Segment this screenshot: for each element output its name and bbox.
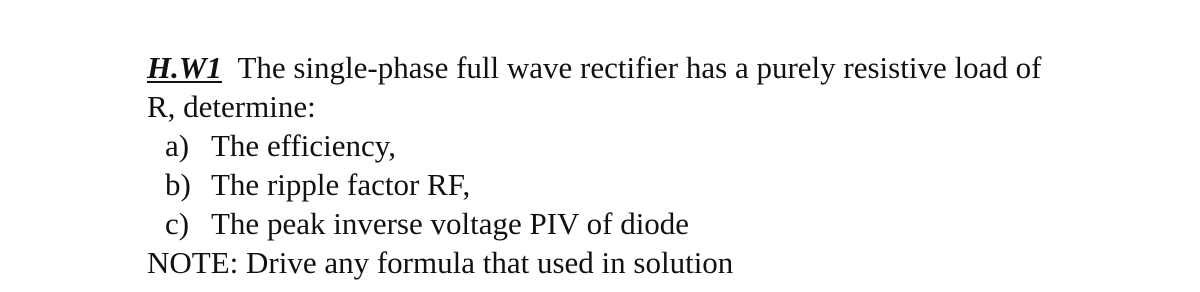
list-item <box>147 204 1177 243</box>
list-item-text: The efficiency, <box>211 128 397 163</box>
problem-label: H.W1 <box>147 50 222 85</box>
list-item-text: The peak inverse voltage PIV of diode <box>211 206 690 241</box>
problem-statement-line2: R, determine: <box>147 89 316 124</box>
list-item-text: The ripple factor RF, <box>211 167 471 202</box>
note-text: NOTE: Drive any formula that used in solution <box>147 245 734 280</box>
problem-statement-line1: The single-phase full wave rectifier has a purely resistive load of <box>237 50 1042 85</box>
problem-first-line <box>147 48 1177 87</box>
list-item <box>147 165 1177 204</box>
list-item-marker: b) <box>165 167 191 202</box>
list-item-marker: a) <box>165 128 190 163</box>
homework-problem <box>147 48 1177 282</box>
list-item-marker: c) <box>165 206 190 241</box>
list-item <box>147 126 1177 165</box>
